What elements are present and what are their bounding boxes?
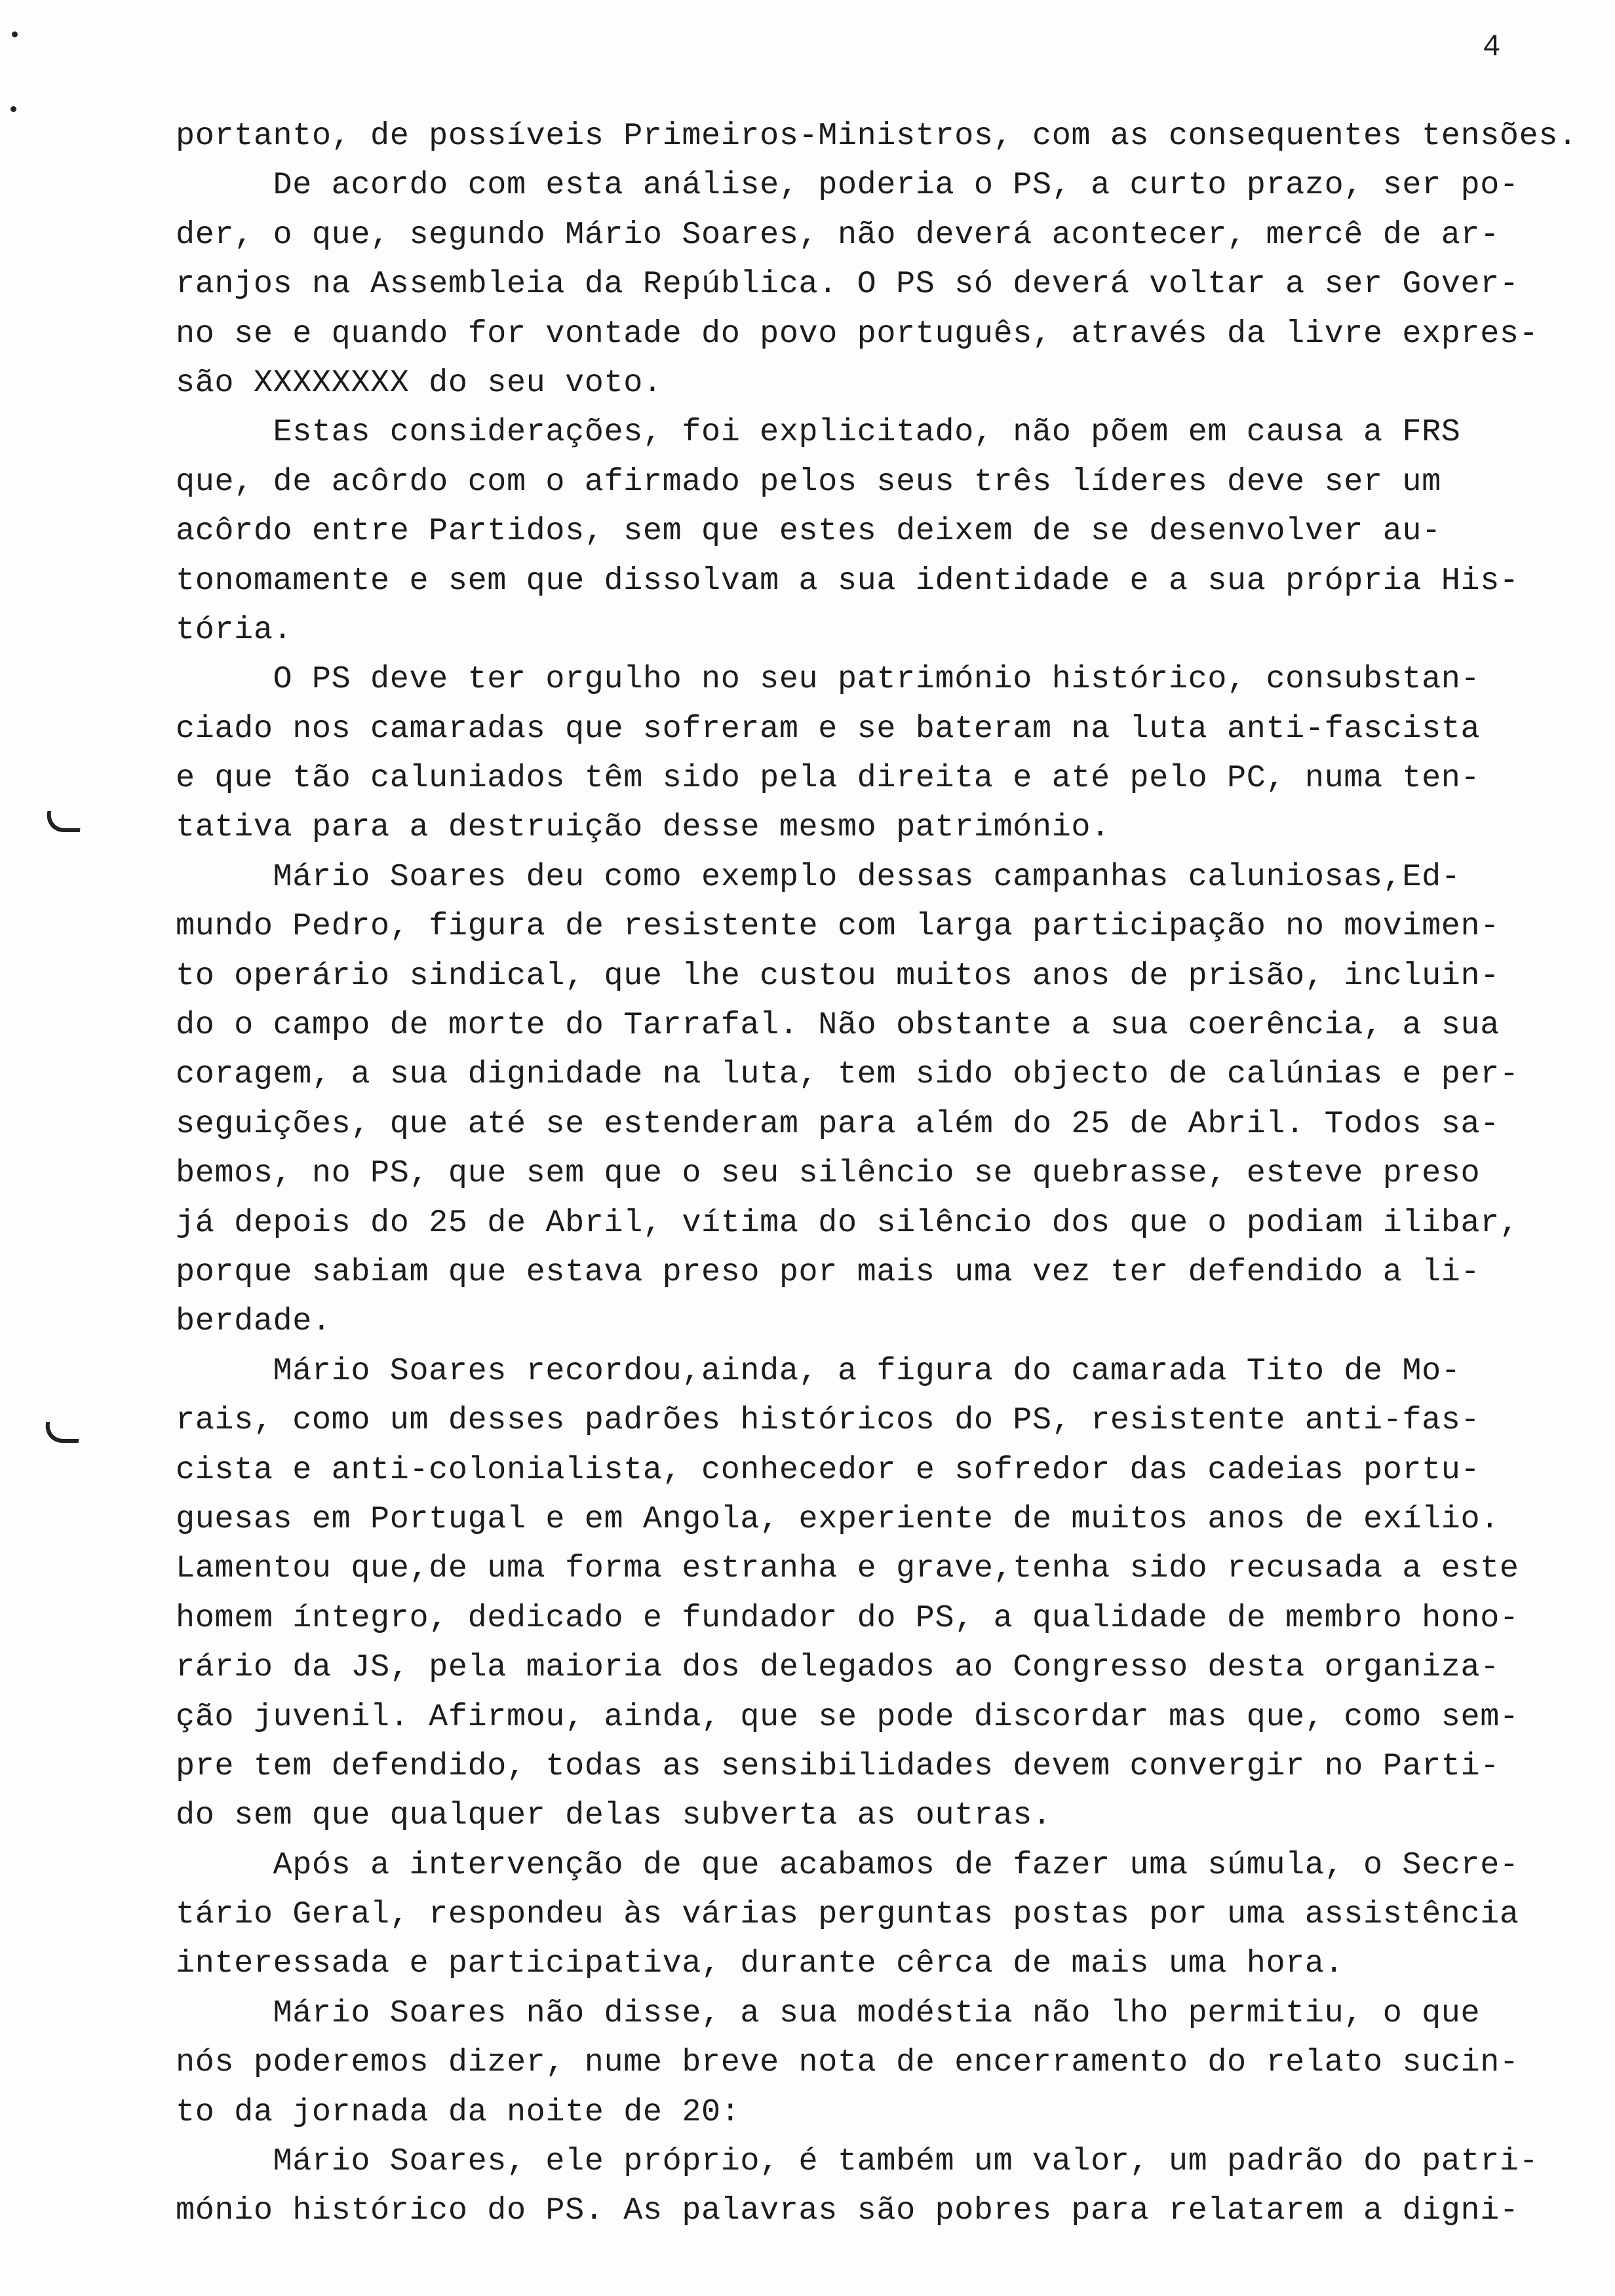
text-line: mundo Pedro, figura de resistente com larga participação no movimen- xyxy=(176,908,1500,945)
text-line: e que tão caluniados têm sido pela direita e até pelo PC, numa ten- xyxy=(176,760,1481,797)
margin-bracket-mark xyxy=(45,811,83,832)
text-line: bemos, no PS, que sem que o seu silêncio se quebrasse, esteve preso xyxy=(176,1155,1481,1192)
text-line: Mário Soares não disse, a sua modéstia não lho permitiu, o que xyxy=(176,1995,1481,2031)
text-line: to da jornada da noite de 20: xyxy=(176,2094,741,2130)
text-line: Mário Soares deu como exemplo dessas campanhas caluniosas,Ed- xyxy=(176,858,1461,895)
page-number: 4 xyxy=(1483,30,1501,64)
text-line: porque sabiam que estava preso por mais uma vez ter defendido a li- xyxy=(176,1253,1481,1290)
text-line: der, o que, segundo Mário Soares, não deverá acontecer, mercê de ar- xyxy=(176,216,1500,253)
text-line: do sem que qualquer delas subverta as outras. xyxy=(176,1797,1052,1834)
text-line: Mário Soares recordou,ainda, a figura do camarada Tito de Mo- xyxy=(176,1352,1461,1389)
text-line: De acordo com esta análise, poderia o PS, a curto prazo, ser po- xyxy=(176,167,1519,204)
margin-bracket-mark xyxy=(43,1422,81,1443)
text-line: nós poderemos dizer, nume breve nota de encerramento do relato sucin- xyxy=(176,2044,1519,2081)
text-line: no se e quando for vontade do povo português, através da livre expres- xyxy=(176,315,1539,352)
text-line: Mário Soares, ele próprio, é também um valor, um padrão do patri- xyxy=(176,2143,1539,2180)
text-line: interessada e participativa, durante cêrca de mais uma hora. xyxy=(176,1945,1344,1982)
text-line: pre tem defendido, todas as sensibilidades devem convergir no Parti- xyxy=(176,1748,1500,1784)
text-line: já depois do 25 de Abril, vítima do silêncio dos que o podiam ilibar, xyxy=(176,1204,1519,1241)
text-line: rais, como um desses padrões históricos do PS, resistente anti-fas- xyxy=(176,1402,1481,1439)
text-line: O PS deve ter orgulho no seu património histórico, consubstan- xyxy=(176,661,1481,698)
body-text xyxy=(176,111,1578,2236)
text-line: berdade. xyxy=(176,1303,332,1340)
text-line: portanto, de possíveis Primeiros-Ministros, com as consequentes tensões. xyxy=(176,118,1578,154)
text-line: guesas em Portugal e em Angola, experiente de muitos anos de exílio. xyxy=(176,1501,1500,1537)
text-line: que, de acôrdo com o afirmado pelos seus três líderes deve ser um xyxy=(176,463,1441,500)
text-line: Estas considerações, foi explicitado, não põem em causa a FRS xyxy=(176,414,1461,451)
text-line: cista e anti-colonialista, conhecedor e sofredor das cadeias portu- xyxy=(176,1451,1481,1488)
text-line: tória. xyxy=(176,611,293,648)
text-line: Após a intervenção de que acabamos de fazer uma súmula, o Secre- xyxy=(176,1846,1519,1883)
text-line: ciado nos camaradas que sofreram e se bateram na luta anti-fascista xyxy=(176,710,1481,747)
text-line: homem íntegro, dedicado e fundador do PS, a qualidade de membro hono- xyxy=(176,1599,1519,1636)
text-line: mónio histórico do PS. As palavras são pobres para relatarem a digni- xyxy=(176,2192,1519,2229)
margin-dot-top xyxy=(12,31,18,37)
text-line: ranjos na Assembleia da República. O PS só deverá voltar a ser Gover- xyxy=(176,266,1519,303)
text-line: Lamentou que,de uma forma estranha e grave,tenha sido recusada a este xyxy=(176,1550,1519,1587)
text-line: tonomamente e sem que dissolvam a sua identidade e a sua própria His- xyxy=(176,562,1519,599)
text-line: acôrdo entre Partidos, sem que estes deixem de se desenvolver au- xyxy=(176,513,1441,550)
text-line: tário Geral, respondeu às várias perguntas postas por uma assistência xyxy=(176,1896,1519,1933)
text-line: do o campo de morte do Tarrafal. Não obstante a sua coerência, a sua xyxy=(176,1007,1500,1044)
text-line: coragem, a sua dignidade na luta, tem sido objecto de calúnias e per- xyxy=(176,1056,1519,1093)
text-line: ção juvenil. Afirmou, ainda, que se pode discordar mas que, como sem- xyxy=(176,1698,1519,1735)
margin-dot-second xyxy=(10,106,16,112)
text-line: tativa para a destruição desse mesmo património. xyxy=(176,809,1110,846)
text-line: rário da JS, pela maioria dos delegados ao Congresso desta organiza- xyxy=(176,1649,1500,1686)
text-line: seguições, que até se estenderam para além do 25 de Abril. Todos sa- xyxy=(176,1105,1500,1142)
text-line: são XXXXXXXX do seu voto. xyxy=(176,364,663,401)
text-line: to operário sindical, que lhe custou muitos anos de prisão, incluin- xyxy=(176,957,1500,994)
